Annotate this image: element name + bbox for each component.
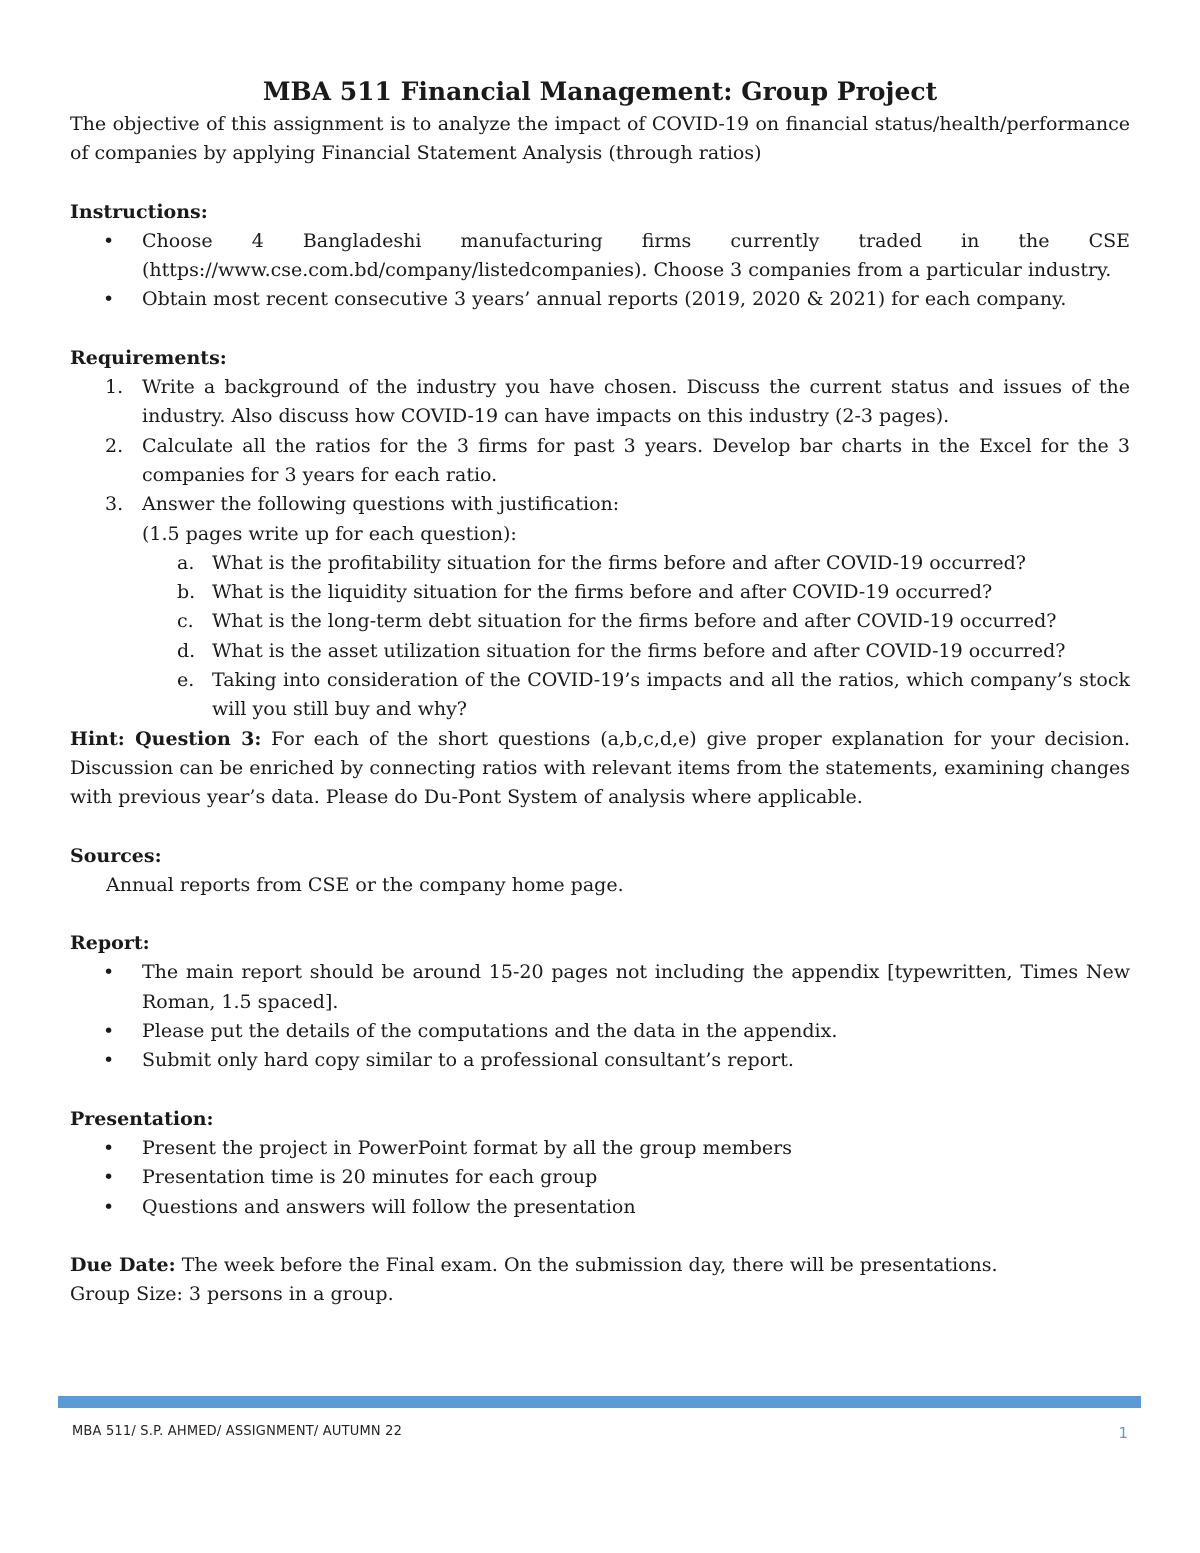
question-item bbox=[142, 578, 1130, 607]
presentation-item: • Questions and answers will follow the presentation bbox=[70, 1193, 1130, 1222]
question-text: What is the asset utilization situation for the firms before and after COVID-19 occurred? bbox=[212, 639, 1066, 662]
question-text: What is the liquidity situation for the firms before and after COVID-19 occurred? bbox=[212, 581, 993, 604]
instructions-heading: Instructions: bbox=[70, 200, 208, 223]
list-marker: d. bbox=[177, 639, 196, 662]
requirements-heading: Requirements: bbox=[70, 346, 227, 369]
requirement-text: Calculate all the ratios for the 3 firms for past 3 years. Develop bar charts in the Excel for the 3 companies for 3 years for each ratio. bbox=[142, 434, 1130, 486]
list-marker: e. bbox=[177, 669, 195, 692]
report-heading: Report: bbox=[70, 932, 150, 955]
hint-text: For each of the short questions (a,b,c,d,e) give proper explanation for your decision. Discussion can be enriched by connecting ratios with relevant items from the statements, examining changes with previous year’s data. Please do Du-Pont System of analysis where applicable. bbox=[70, 727, 1130, 809]
footer-text: MBA 511/ S.P. AHMED/ ASSIGNMENT/ AUTUMN 22 bbox=[72, 1424, 403, 1439]
report-item: • Submit only hard copy similar to a professional consultant’s report. bbox=[70, 1046, 1130, 1075]
presentation-list bbox=[70, 1134, 1130, 1222]
page-number: 1 bbox=[1118, 1424, 1128, 1442]
sources-text: Annual reports from CSE or the company home page. bbox=[106, 873, 624, 896]
instruction-item: • Choose 4 Bangladeshi manufacturing firms currently traded in the CSE (https://www.cse.com.bd/company/listedcompanies). Choose 3 companies from a particular industry. bbox=[70, 227, 1130, 286]
instruction-item: • Obtain most recent consecutive 3 years’ annual reports (2019, 2020 & 2021) for each company. bbox=[70, 285, 1130, 314]
list-marker: c. bbox=[177, 610, 194, 633]
questions-list bbox=[142, 549, 1130, 725]
due-date-label: Due Date: bbox=[70, 1253, 176, 1276]
hint-label: Hint: Question 3: bbox=[70, 727, 262, 750]
document-page bbox=[70, 74, 1130, 1309]
list-marker: 2. bbox=[105, 434, 124, 457]
question-text: Taking into consideration of the COVID-19’s impacts and all the ratios, which company’s stock will you still buy and why? bbox=[212, 669, 1130, 721]
document-title: MBA 511 Financial Management: Group Project bbox=[262, 77, 938, 106]
question-item bbox=[142, 607, 1130, 636]
presentation-item: • Present the project in PowerPoint format by all the group members bbox=[70, 1134, 1130, 1163]
question-item bbox=[142, 666, 1130, 725]
question-item bbox=[142, 549, 1130, 578]
instructions-list bbox=[70, 227, 1130, 315]
report-item: • Please put the details of the computations and the data in the appendix. bbox=[70, 1017, 1130, 1046]
question-text: What is the long-term debt situation for the firms before and after COVID-19 occurred? bbox=[212, 610, 1057, 633]
list-marker: a. bbox=[177, 551, 195, 574]
footer-divider bbox=[58, 1396, 1141, 1408]
requirement-text: Answer the following questions with justification: bbox=[142, 493, 620, 516]
group-size-line: Group Size: 3 persons in a group. bbox=[70, 1283, 394, 1306]
presentation-heading: Presentation: bbox=[70, 1107, 214, 1130]
list-marker: b. bbox=[177, 581, 196, 604]
due-date-line bbox=[70, 1251, 1130, 1280]
list-marker: 1. bbox=[105, 376, 124, 399]
requirement-item bbox=[70, 373, 1130, 432]
objective-paragraph: The objective of this assignment is to analyze the impact of COVID-19 on financial status/health/performance of companies by applying Financial Statement Analysis (through ratios) bbox=[70, 113, 1130, 165]
requirements-list bbox=[70, 373, 1130, 725]
report-list bbox=[70, 958, 1130, 1075]
requirement-text: Write a background of the industry you have chosen. Discuss the current status and issues of the industry. Also discuss how COVID-19 can have impacts on this industry (2-3 pages). bbox=[142, 376, 1130, 428]
sources-heading: Sources: bbox=[70, 844, 162, 867]
report-item: • The main report should be around 15-20 pages not including the appendix [typewritten, Times New Roman, 1.5 spaced]. bbox=[70, 958, 1130, 1017]
presentation-item: • Presentation time is 20 minutes for each group bbox=[70, 1163, 1130, 1192]
due-date-text: The week before the Final exam. On the submission day, there will be presentations. bbox=[181, 1253, 998, 1276]
requirement-item bbox=[70, 490, 1130, 724]
requirement-note: (1.5 pages write up for each question): bbox=[142, 522, 517, 545]
list-marker: 3. bbox=[105, 493, 124, 516]
requirement-item bbox=[70, 432, 1130, 491]
hint-paragraph bbox=[70, 725, 1130, 813]
question-text: What is the profitability situation for the firms before and after COVID-19 occurred? bbox=[212, 551, 1026, 574]
question-item bbox=[142, 637, 1130, 666]
